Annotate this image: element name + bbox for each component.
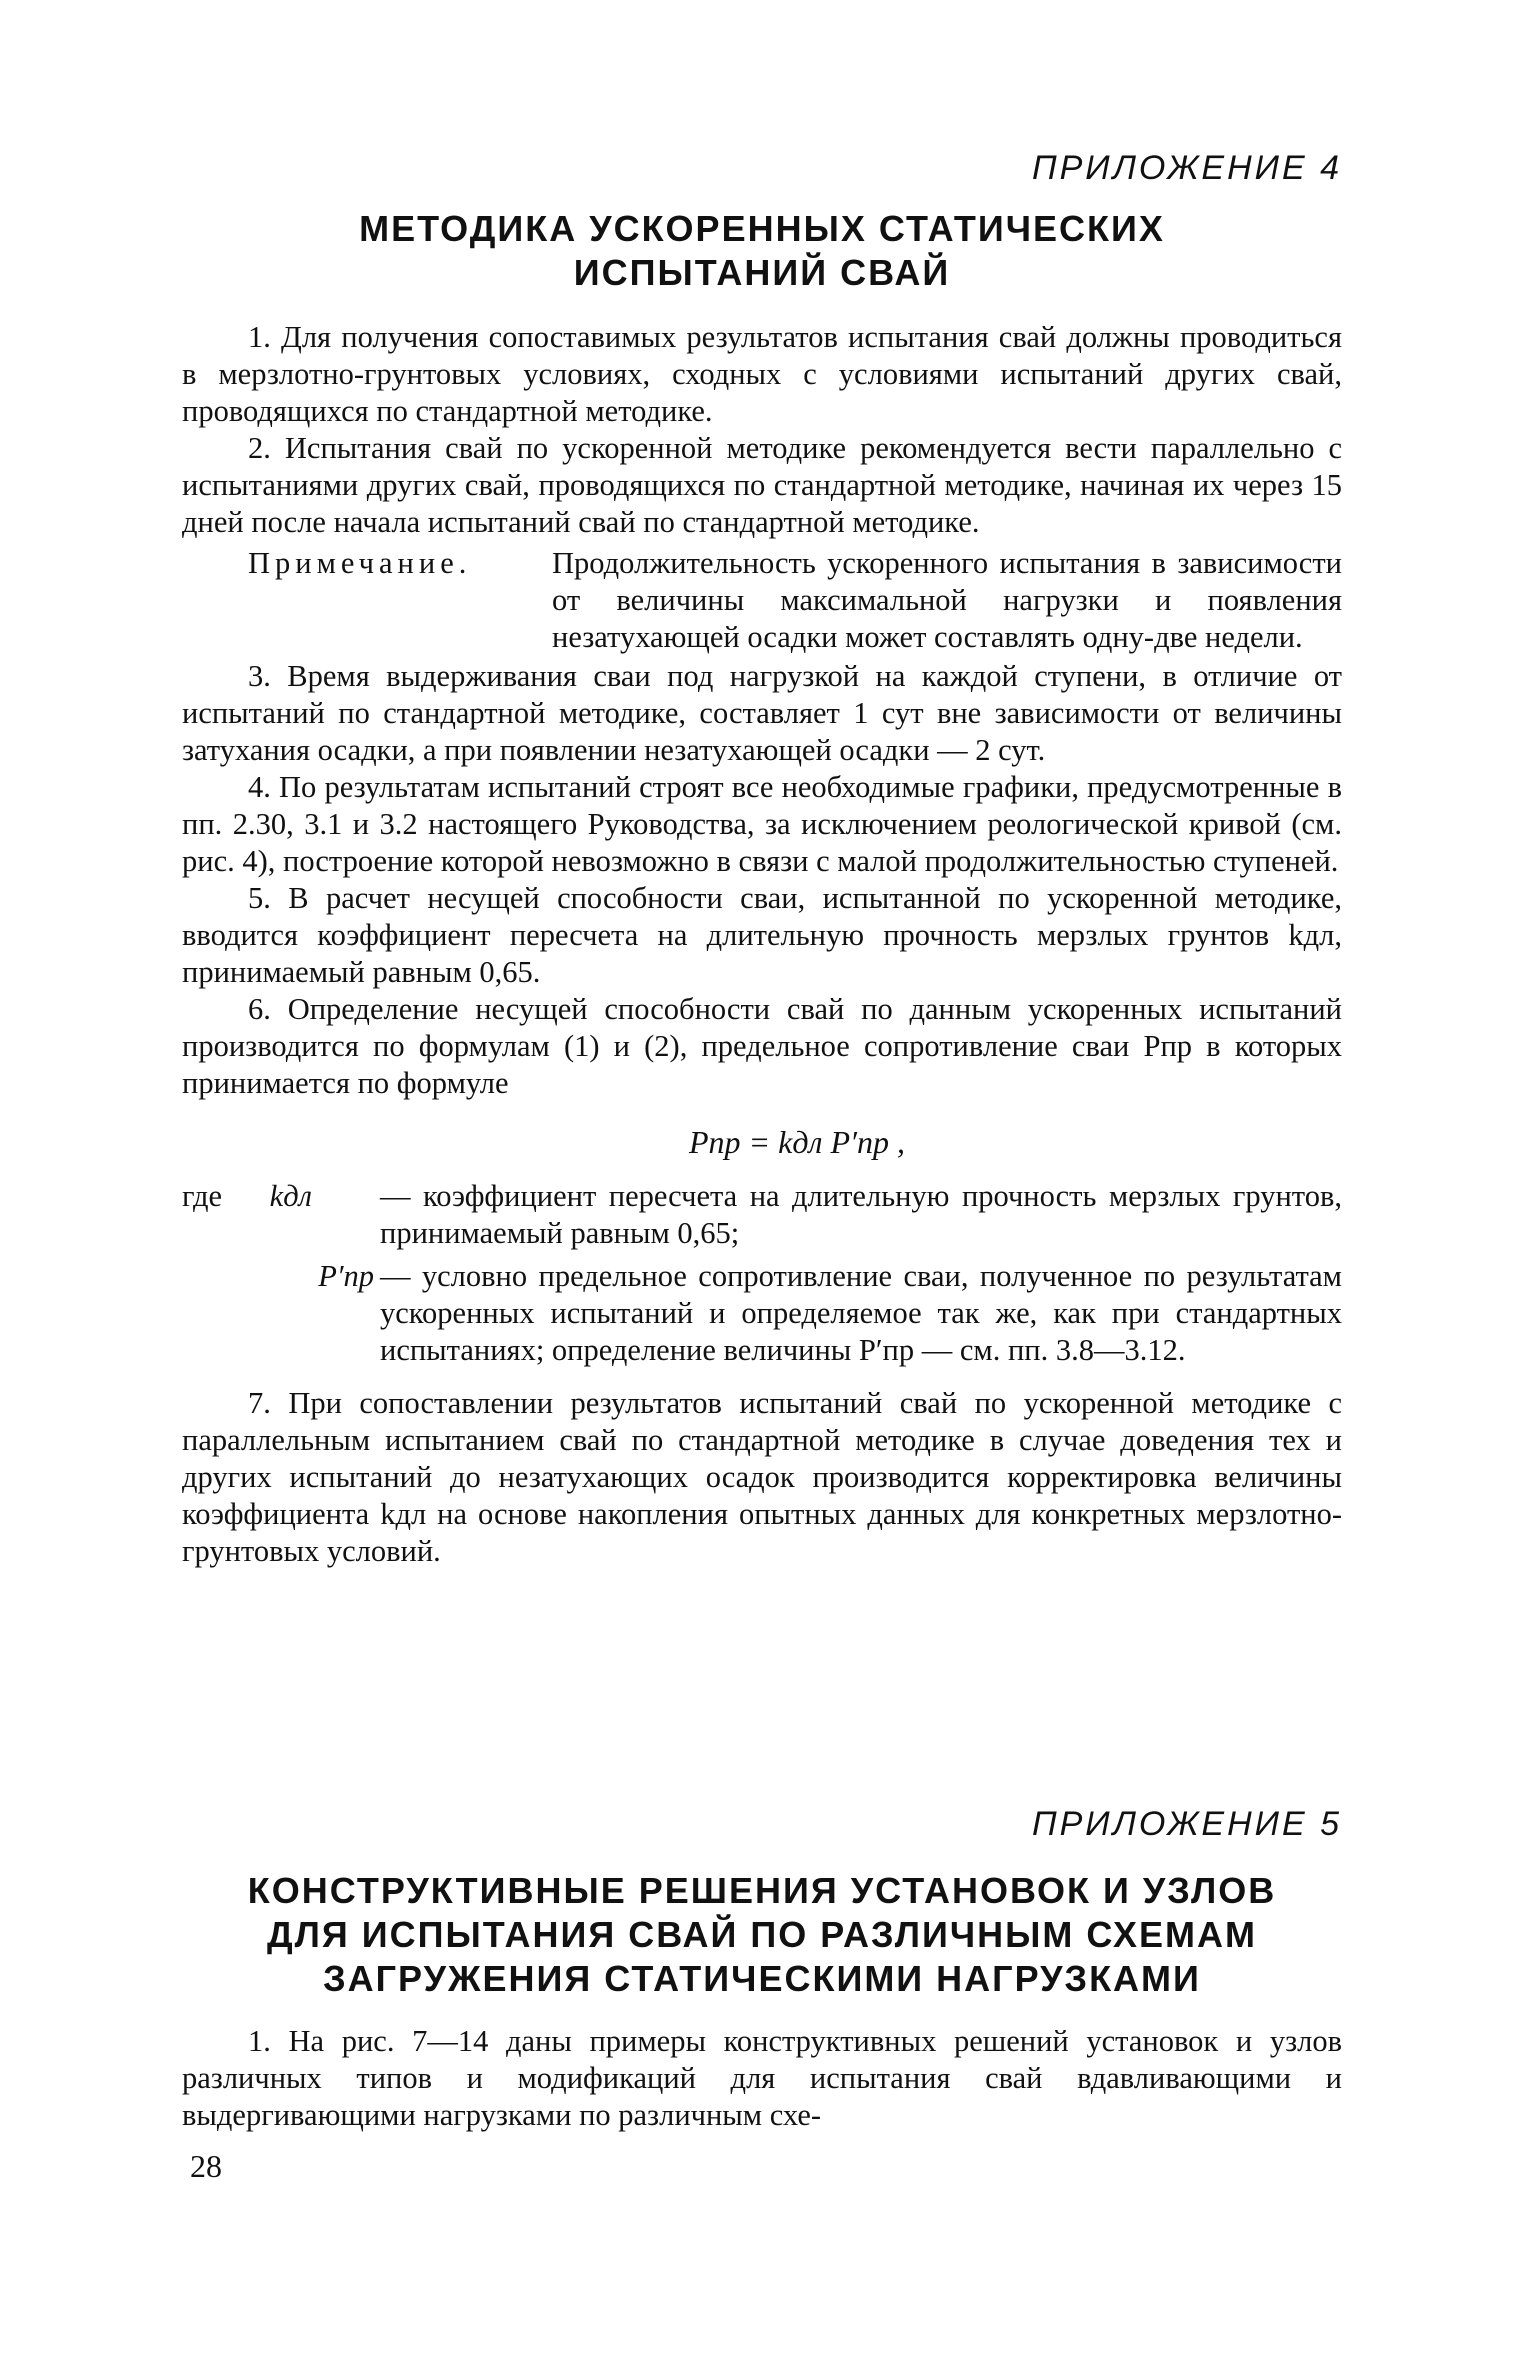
appendix-5-section [182, 1806, 1342, 2134]
appendix-5-label: ПРИЛОЖЕНИЕ 5 [1031, 1805, 1342, 1843]
appendix-5-paragraph-1: 1. На рис. 7—14 даны примеры конструктивных решений установок и узлов различных типов и модификаций для испытания свай вдавливающими и выдергивающими нагрузками по различным схе- [182, 2023, 1342, 2132]
paragraph-6: 6. Определение несущей способности свай по данным ускоренных испытаний производится по формулам (1) и (2), предельное сопротивление сваи Pпр в которых принимается по формуле [182, 991, 1342, 1100]
where-text-2: — условно предельное сопротивление сваи, полученное по результатам ускоренных испытаний и определяемое так же, как при стандартных испытаниях; определение величины P′пр — см. пп. 3.8—3.12. [380, 1258, 1342, 1367]
appendix-5-title-line2: ДЛЯ ИСПЫТАНИЯ СВАЙ ПО РАЗЛИЧНЫМ СХЕМАМ [267, 1913, 1257, 1955]
paragraph-7: 7. При сопоставлении результатов испытаний свай по ускоренной методике с параллельным испытанием свай по стандартной методике в случае доведения тех и других испытаний до незатухающих осадок производится корректировка величины коэффициента kдл на основе накопления опытных данных для конкретных мерзлотно-грунтовых условий. [182, 1385, 1342, 1568]
note-label: Примечание. [248, 545, 472, 580]
where-symbol-1: kдл [269, 1178, 312, 1213]
where-item-1 [182, 1178, 1342, 1252]
appendix-4-label: ПРИЛОЖЕНИЕ 4 [1031, 149, 1342, 187]
appendix-4-title-line1: МЕТОДИКА УСКОРЕННЫХ СТАТИЧЕСКИХ [359, 208, 1165, 249]
paragraph-2: 2. Испытания свай по ускоренной методике рекомендуется вести параллельно с испытаниями других свай, проводящихся по стандартной методике, начиная их через 15 дней после начала испытаний свай по стандартной методике. [182, 430, 1342, 539]
paragraph-3: 3. Время выдерживания сваи под нагрузкой на каждой ступени, в отличие от испытаний по стандартной методике, составляет 1 сут вне зависимости от величины затухания осадки, а при появлении незатухающей осадки — 2 сут. [182, 658, 1342, 767]
where-word: где [182, 1178, 223, 1213]
appendix-5-title-line3: ЗАГРУЖЕНИЯ СТАТИЧЕСКИМИ НАГРУЗКАМИ [323, 1957, 1201, 1999]
note [182, 545, 1342, 656]
page-number: 28 [190, 2148, 222, 2184]
formula: Pпр = kдл P′пр , [688, 1123, 906, 1160]
where-item-2 [182, 1258, 1342, 1369]
appendix-4-section [182, 150, 1342, 1570]
paragraph-5: 5. В расчет несущей способности сваи, испытанной по ускоренной методике, вводится коэффициент пересчета на длительную прочность мерзлых грунтов kдл, принимаемый равным 0,65. [182, 880, 1342, 989]
where-text-1: — коэффициент пересчета на длительную прочность мерзлых грунтов, принимаемый равным 0,65; [380, 1178, 1342, 1250]
where-symbol-2: P′пр [318, 1258, 374, 1293]
paragraph-4: 4. По результатам испытаний строят все необходимые графики, предусмотренные в пп. 2.30, 3.1 и 3.2 настоящего Руководства, за исключением реологической кривой (см. рис. 4), построение которой невозможно в связи с малой продолжительностью ступеней. [182, 769, 1342, 878]
paragraph-1: 1. Для получения сопоставимых результатов испытания свай должны проводиться в мерзлотно-грунтовых условиях, сходных с условиями испытаний других свай, проводящихся по стандартной методике. [182, 319, 1342, 428]
appendix-4-title-line2: ИСПЫТАНИЙ СВАЙ [573, 251, 951, 293]
appendix-5-title-line1: КОНСТРУКТИВНЫЕ РЕШЕНИЯ УСТАНОВОК И УЗЛОВ [247, 1870, 1277, 1911]
note-text: Продолжительность ускоренного испытания в зависимости от величины максимальной нагрузки и появления незатухающей осадки может составлять одну-две недели. [552, 545, 1342, 654]
